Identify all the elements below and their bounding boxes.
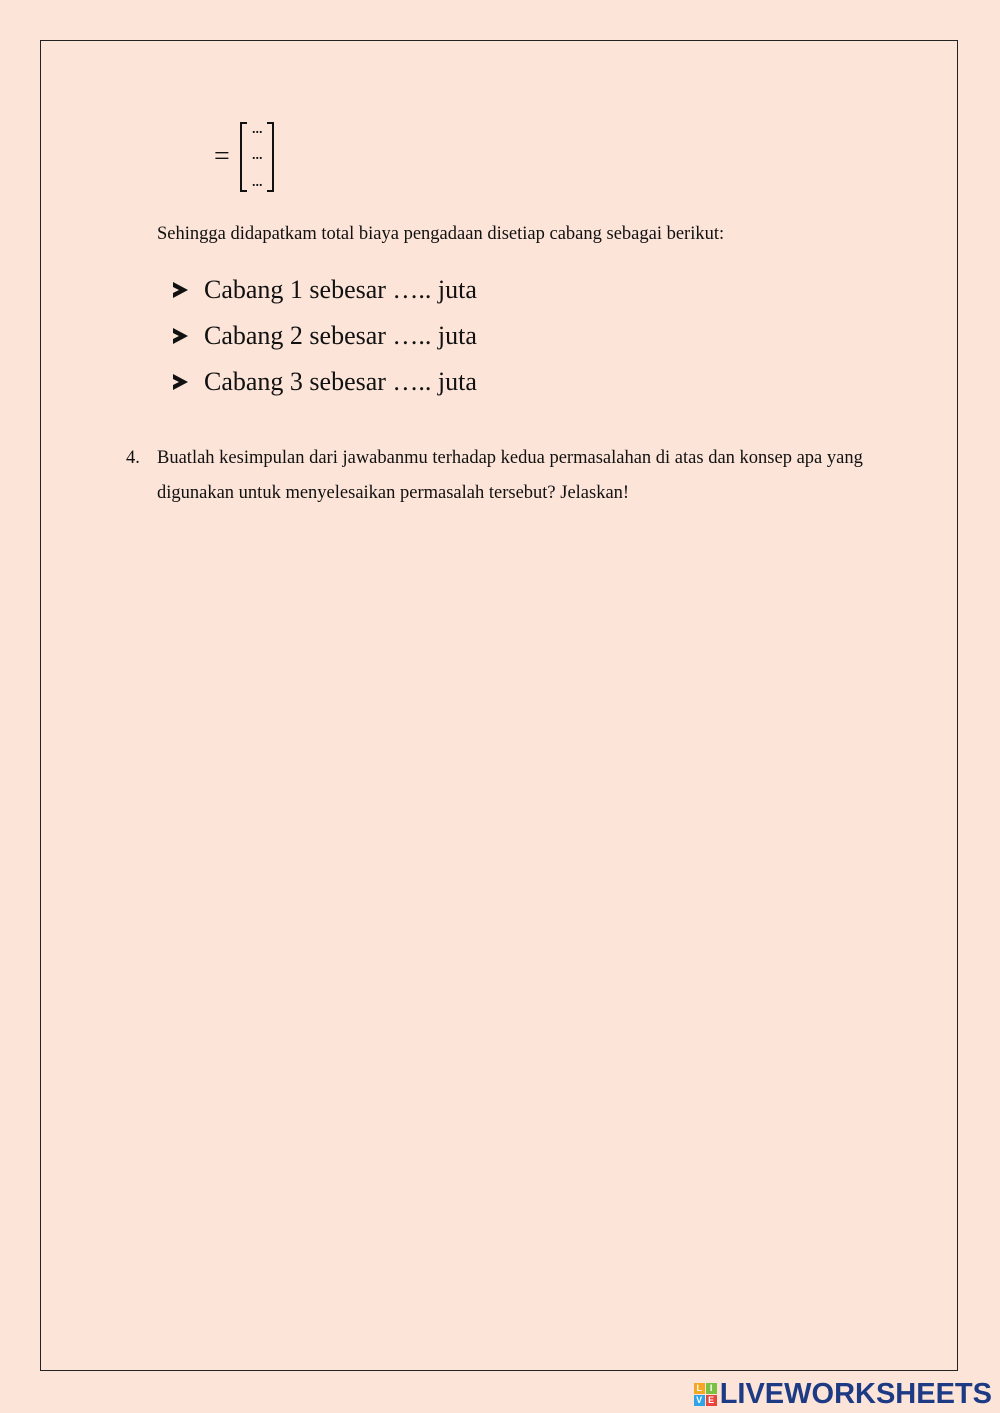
- arrow-bullet-icon: [173, 328, 188, 344]
- matrix-cell[interactable]: ...: [251, 170, 263, 190]
- matrix-cell[interactable]: ...: [251, 117, 263, 137]
- branch-cost-text: Cabang 3 sebesar ….. juta: [204, 367, 477, 396]
- list-item: [173, 267, 477, 313]
- arrow-bullet-icon: [173, 282, 188, 298]
- question-number: 4.: [126, 448, 140, 468]
- list-item: [173, 313, 477, 359]
- branch-list: [173, 267, 477, 405]
- result-matrix: [214, 118, 274, 196]
- list-item: [173, 359, 477, 405]
- question-4: [126, 441, 896, 511]
- watermark-text: LIVEWORKSHEETS: [719, 1377, 992, 1410]
- arrow-bullet-icon: [173, 374, 188, 390]
- branch-cost-text: Cabang 2 sebesar ….. juta: [204, 321, 477, 350]
- equals-sign: =: [214, 141, 230, 172]
- matrix-brackets: [240, 117, 274, 192]
- intro-text: Sehingga didapatkam total biaya pengadaan disetiap cabang sebagai berikut:: [157, 224, 725, 244]
- branch-cost-text: Cabang 1 sebesar ….. juta: [204, 275, 477, 304]
- liveworksheets-logo-icon: L I V E: [694, 1383, 717, 1406]
- liveworksheets-watermark: [694, 1378, 992, 1410]
- question-text: Buatlah kesimpulan dari jawabanmu terhadap kedua permasalahan di atas dan konsep apa yang digunakan untuk menyelesaikan permasalah tersebut? Jelaskan!: [157, 448, 863, 503]
- matrix-cell[interactable]: ...: [251, 143, 263, 163]
